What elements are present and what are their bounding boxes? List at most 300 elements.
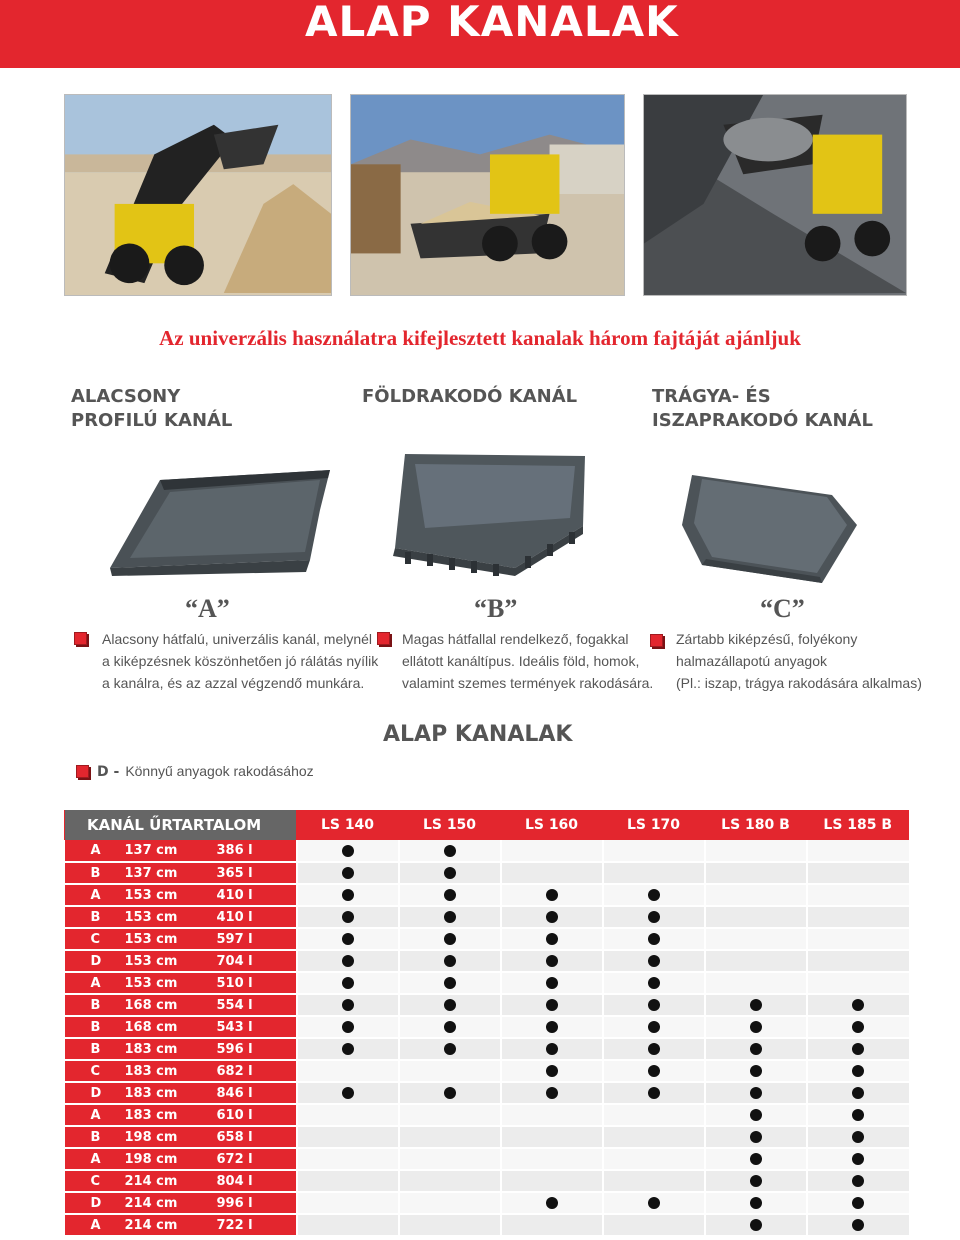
capacity-cell xyxy=(65,1060,297,1082)
page-title: ALAP KANALAK xyxy=(305,0,679,46)
type-a-letter: “A” xyxy=(185,594,230,623)
type-c-title xyxy=(652,385,873,433)
compatibility-cell xyxy=(705,1214,807,1236)
table-row xyxy=(65,1126,909,1148)
compatibility-cell xyxy=(807,1214,909,1236)
compatibility-cell xyxy=(399,972,501,994)
compatibility-cell xyxy=(705,1038,807,1060)
type-a-title-line: ALACSONY xyxy=(71,386,181,407)
black-dot-icon xyxy=(750,1021,762,1033)
capacity-cell xyxy=(65,1104,297,1126)
black-dot-icon xyxy=(342,977,354,989)
compatibility-cell xyxy=(297,906,399,928)
header-capacity: KANÁL ŰRTARTALOM xyxy=(65,810,297,840)
black-dot-icon xyxy=(852,999,864,1011)
compatibility-cell xyxy=(501,1016,603,1038)
type-d-note xyxy=(97,763,314,780)
compatibility-cell xyxy=(501,972,603,994)
compatibility-cell xyxy=(399,1060,501,1082)
bucket-volume: 554 l xyxy=(216,997,253,1013)
black-dot-icon xyxy=(852,1109,864,1121)
compatibility-cell xyxy=(705,1148,807,1170)
compatibility-cell xyxy=(297,1016,399,1038)
black-dot-icon xyxy=(342,889,354,901)
compatibility-cell xyxy=(501,994,603,1016)
compatibility-cell xyxy=(807,928,909,950)
bucket-width: 168 cm xyxy=(124,1019,178,1035)
bucket-type: B xyxy=(90,865,101,881)
bucket-volume: 682 l xyxy=(216,1063,253,1079)
compatibility-cell xyxy=(501,1214,603,1236)
compatibility-cell xyxy=(603,1192,705,1214)
bucket-volume: 704 l xyxy=(216,953,253,969)
compatibility-cell xyxy=(705,972,807,994)
tagline: Az univerzális használatra kifejlesztett kanalak három fajtáját ajánljuk xyxy=(159,326,801,350)
compatibility-cell xyxy=(399,1104,501,1126)
table-row xyxy=(65,1148,909,1170)
black-dot-icon xyxy=(546,1021,558,1033)
black-dot-icon xyxy=(852,1087,864,1099)
compatibility-cell xyxy=(705,1170,807,1192)
manure-bucket-image xyxy=(672,455,862,585)
type-c-description xyxy=(676,628,922,694)
compatibility-cell xyxy=(807,1060,909,1082)
skid-steer-photo-dumping xyxy=(64,94,332,296)
black-dot-icon xyxy=(852,1021,864,1033)
bucket-type: C xyxy=(90,1063,101,1079)
capacity-cell xyxy=(65,840,297,862)
compatibility-cell xyxy=(807,1192,909,1214)
desc-line: valamint szemes termények rakodására. xyxy=(402,675,654,691)
bucket-volume: 597 l xyxy=(216,931,253,947)
table-row xyxy=(65,1082,909,1104)
header-model: LS 160 xyxy=(501,810,603,840)
compatibility-cell xyxy=(501,1192,603,1214)
compatibility-cell xyxy=(501,1082,603,1104)
compatibility-cell xyxy=(297,1148,399,1170)
type-b-title-line: FÖLDRAKODÓ KANÁL xyxy=(362,386,578,407)
black-dot-icon xyxy=(444,911,456,923)
capacity-cell xyxy=(65,862,297,884)
black-dot-icon xyxy=(342,911,354,923)
header-model: LS 180 B xyxy=(705,810,807,840)
bucket-width: 214 cm xyxy=(124,1195,178,1211)
compatibility-cell xyxy=(603,840,705,862)
black-dot-icon xyxy=(444,1087,456,1099)
table-row xyxy=(65,972,909,994)
bucket-width: 183 cm xyxy=(124,1107,178,1123)
black-dot-icon xyxy=(750,1131,762,1143)
black-dot-icon xyxy=(342,867,354,879)
bucket-volume: 410 l xyxy=(216,887,253,903)
compatibility-cell xyxy=(603,1214,705,1236)
compatibility-cell xyxy=(603,1038,705,1060)
black-dot-icon xyxy=(648,933,660,945)
compatibility-cell xyxy=(705,1082,807,1104)
header-model: LS 150 xyxy=(399,810,501,840)
compatibility-cell xyxy=(297,1082,399,1104)
table-header-row xyxy=(65,810,909,840)
red-square-bullet-icon xyxy=(377,632,390,645)
capacity-cell xyxy=(65,884,297,906)
type-c-letter: “C” xyxy=(760,594,805,623)
black-dot-icon xyxy=(750,1175,762,1187)
black-dot-icon xyxy=(750,1197,762,1209)
compatibility-cell xyxy=(297,840,399,862)
compatibility-cell xyxy=(603,994,705,1016)
compatibility-cell xyxy=(807,862,909,884)
bucket-width: 183 cm xyxy=(124,1085,178,1101)
black-dot-icon xyxy=(444,889,456,901)
compatibility-cell xyxy=(807,906,909,928)
bucket-type: B xyxy=(90,1019,101,1035)
black-dot-icon xyxy=(852,1219,864,1231)
bucket-type: D xyxy=(90,1195,102,1211)
bucket-type: C xyxy=(90,931,101,947)
compatibility-cell xyxy=(501,1038,603,1060)
compatibility-cell xyxy=(705,1192,807,1214)
bucket-width: 153 cm xyxy=(124,931,178,947)
bucket-width: 137 cm xyxy=(124,865,178,881)
compatibility-cell xyxy=(705,1016,807,1038)
compatibility-cell xyxy=(297,1170,399,1192)
black-dot-icon xyxy=(852,1175,864,1187)
compatibility-cell xyxy=(807,950,909,972)
black-dot-icon xyxy=(648,977,660,989)
bucket-width: 214 cm xyxy=(124,1217,178,1233)
black-dot-icon xyxy=(852,1131,864,1143)
bucket-volume: 846 l xyxy=(216,1085,253,1101)
black-dot-icon xyxy=(648,1021,660,1033)
compatibility-cell xyxy=(603,972,705,994)
black-dot-icon xyxy=(546,1087,558,1099)
black-dot-icon xyxy=(648,955,660,967)
compatibility-cell xyxy=(705,840,807,862)
table-row xyxy=(65,1170,909,1192)
black-dot-icon xyxy=(546,999,558,1011)
desc-line: Alacsony hátfalú, univerzális kanál, melynél xyxy=(102,631,373,647)
bucket-volume: 543 l xyxy=(216,1019,253,1035)
table-row xyxy=(65,906,909,928)
bucket-volume: 410 l xyxy=(216,909,253,925)
compatibility-cell xyxy=(603,906,705,928)
black-dot-icon xyxy=(342,1087,354,1099)
table-row xyxy=(65,1192,909,1214)
table-row xyxy=(65,1214,909,1236)
compatibility-cell xyxy=(705,906,807,928)
capacity-cell xyxy=(65,950,297,972)
compatibility-cell xyxy=(501,950,603,972)
compatibility-cell xyxy=(807,1148,909,1170)
section-subtitle: ALAP KANALAK xyxy=(383,722,573,747)
compatibility-cell xyxy=(807,1126,909,1148)
type-d-letter: D - xyxy=(97,764,120,780)
capacity-cell xyxy=(65,1214,297,1236)
bucket-width: 153 cm xyxy=(124,953,178,969)
table-row xyxy=(65,1038,909,1060)
black-dot-icon xyxy=(342,1043,354,1055)
table-row xyxy=(65,1016,909,1038)
capacity-cell xyxy=(65,1016,297,1038)
compatibility-cell xyxy=(297,862,399,884)
red-square-bullet-icon xyxy=(76,765,89,778)
capacity-cell xyxy=(65,906,297,928)
black-dot-icon xyxy=(546,911,558,923)
compatibility-cell xyxy=(807,1170,909,1192)
compatibility-cell xyxy=(807,994,909,1016)
header-model: LS 185 B xyxy=(807,810,909,840)
table-row xyxy=(65,928,909,950)
compatibility-cell xyxy=(807,1104,909,1126)
compatibility-cell xyxy=(603,1060,705,1082)
bucket-type: A xyxy=(90,975,101,991)
desc-line: a kiképzésnek köszönhetően jó rálátás nyílik xyxy=(102,653,379,669)
desc-line: Zártabb kiképzésű, folyékony xyxy=(676,631,858,647)
black-dot-icon xyxy=(342,933,354,945)
compatibility-cell xyxy=(399,1016,501,1038)
black-dot-icon xyxy=(546,977,558,989)
compatibility-cell xyxy=(603,1126,705,1148)
compatibility-cell xyxy=(297,950,399,972)
compatibility-cell xyxy=(603,1104,705,1126)
skid-steer-photo-gravel xyxy=(643,94,907,296)
type-b-title xyxy=(362,385,577,409)
compatibility-cell xyxy=(807,1038,909,1060)
compatibility-cell xyxy=(399,994,501,1016)
bucket-volume: 996 l xyxy=(216,1195,253,1211)
desc-line: (Pl.: iszap, trágya rakodására alkalmas) xyxy=(676,675,922,691)
compatibility-cell xyxy=(399,928,501,950)
type-b-description xyxy=(402,628,653,694)
compatibility-cell xyxy=(705,928,807,950)
desc-line: halmazállapotú anyagok xyxy=(676,653,827,669)
table-row xyxy=(65,994,909,1016)
bucket-type: A xyxy=(90,843,101,858)
black-dot-icon xyxy=(342,955,354,967)
low-profile-bucket-image xyxy=(100,450,340,580)
bucket-width: 198 cm xyxy=(124,1129,178,1145)
black-dot-icon xyxy=(444,845,456,857)
red-square-bullet-icon xyxy=(650,634,663,647)
bucket-volume: 365 l xyxy=(216,865,253,881)
capacity-cell xyxy=(65,994,297,1016)
bucket-compatibility-table xyxy=(64,810,909,1237)
compatibility-cell xyxy=(501,884,603,906)
compatibility-cell xyxy=(297,1192,399,1214)
black-dot-icon xyxy=(750,1087,762,1099)
table-row xyxy=(65,1104,909,1126)
compatibility-cell xyxy=(297,1104,399,1126)
bucket-type: B xyxy=(90,1129,101,1145)
compatibility-cell xyxy=(705,884,807,906)
compatibility-cell xyxy=(399,1148,501,1170)
black-dot-icon xyxy=(546,1197,558,1209)
black-dot-icon xyxy=(342,1021,354,1033)
bucket-type: D xyxy=(90,953,102,969)
black-dot-icon xyxy=(444,933,456,945)
capacity-cell xyxy=(65,1148,297,1170)
bucket-type: A xyxy=(90,1217,101,1233)
black-dot-icon xyxy=(444,867,456,879)
black-dot-icon xyxy=(750,999,762,1011)
black-dot-icon xyxy=(750,1153,762,1165)
compatibility-cell xyxy=(603,1170,705,1192)
compatibility-cell xyxy=(603,950,705,972)
black-dot-icon xyxy=(750,1043,762,1055)
bucket-width: 183 cm xyxy=(124,1063,178,1079)
capacity-cell xyxy=(65,1126,297,1148)
compatibility-cell xyxy=(603,1016,705,1038)
compatibility-cell xyxy=(705,862,807,884)
header-model: LS 140 xyxy=(297,810,399,840)
capacity-cell xyxy=(65,1082,297,1104)
bucket-width: 153 cm xyxy=(124,909,178,925)
black-dot-icon xyxy=(648,999,660,1011)
compatibility-cell xyxy=(705,1126,807,1148)
dirt-bucket-image xyxy=(385,448,595,578)
compatibility-cell xyxy=(297,972,399,994)
bucket-type: C xyxy=(90,1173,101,1189)
bucket-volume: 672 l xyxy=(216,1151,253,1167)
compatibility-cell xyxy=(603,1148,705,1170)
compatibility-cell xyxy=(705,1060,807,1082)
bucket-width: 183 cm xyxy=(124,1041,178,1057)
black-dot-icon xyxy=(750,1065,762,1077)
type-c-title-line: TRÁGYA- ÉS xyxy=(652,386,771,407)
compatibility-cell xyxy=(603,928,705,950)
desc-line: a kanálra, és az azzal végzendő munkára. xyxy=(102,675,365,691)
compatibility-cell xyxy=(501,1104,603,1126)
black-dot-icon xyxy=(444,1021,456,1033)
compatibility-cell xyxy=(297,1038,399,1060)
compatibility-cell xyxy=(501,1170,603,1192)
black-dot-icon xyxy=(444,955,456,967)
capacity-cell xyxy=(65,1192,297,1214)
compatibility-cell xyxy=(807,884,909,906)
black-dot-icon xyxy=(750,1219,762,1231)
bucket-type: A xyxy=(90,887,101,903)
black-dot-icon xyxy=(750,1109,762,1121)
compatibility-cell xyxy=(501,1060,603,1082)
compatibility-cell xyxy=(399,1192,501,1214)
compatibility-cell xyxy=(399,1082,501,1104)
bucket-volume: 510 l xyxy=(216,975,253,991)
compatibility-cell xyxy=(807,1082,909,1104)
compatibility-cell xyxy=(501,862,603,884)
type-a-description xyxy=(102,628,378,694)
bucket-width: 153 cm xyxy=(124,975,178,991)
bucket-width: 214 cm xyxy=(124,1173,178,1189)
table-row xyxy=(65,950,909,972)
black-dot-icon xyxy=(648,1087,660,1099)
type-a-title-line: PROFILÚ KANÁL xyxy=(71,410,233,431)
compatibility-cell xyxy=(297,994,399,1016)
compatibility-cell xyxy=(297,1126,399,1148)
compatibility-cell xyxy=(297,928,399,950)
compatibility-cell xyxy=(603,862,705,884)
black-dot-icon xyxy=(546,1065,558,1077)
black-dot-icon xyxy=(852,1197,864,1209)
compatibility-cell xyxy=(297,1214,399,1236)
black-dot-icon xyxy=(852,1043,864,1055)
bucket-width: 153 cm xyxy=(124,887,178,903)
bucket-type: B xyxy=(90,997,101,1013)
compatibility-cell xyxy=(399,1038,501,1060)
compatibility-cell xyxy=(501,840,603,862)
bucket-volume: 596 l xyxy=(216,1041,253,1057)
desc-line: ellátott kanáltípus. Ideális föld, homok, xyxy=(402,653,640,669)
black-dot-icon xyxy=(648,911,660,923)
type-c-title-line: ISZAPRAKODÓ KANÁL xyxy=(652,410,873,431)
skid-steer-photo-sand xyxy=(350,94,625,296)
black-dot-icon xyxy=(342,845,354,857)
black-dot-icon xyxy=(444,1043,456,1055)
black-dot-icon xyxy=(546,955,558,967)
black-dot-icon xyxy=(648,1197,660,1209)
table-row xyxy=(65,884,909,906)
capacity-cell xyxy=(65,1038,297,1060)
compatibility-cell xyxy=(399,1214,501,1236)
black-dot-icon xyxy=(444,977,456,989)
table-row xyxy=(65,1060,909,1082)
black-dot-icon xyxy=(546,889,558,901)
compatibility-cell xyxy=(399,1126,501,1148)
table-row xyxy=(65,840,909,862)
title-banner xyxy=(0,0,960,68)
black-dot-icon xyxy=(852,1065,864,1077)
black-dot-icon xyxy=(444,999,456,1011)
bucket-volume: 386 l xyxy=(216,843,253,858)
compatibility-cell xyxy=(399,862,501,884)
capacity-cell xyxy=(65,972,297,994)
compatibility-cell xyxy=(297,1060,399,1082)
compatibility-cell xyxy=(705,994,807,1016)
black-dot-icon xyxy=(648,889,660,901)
type-b-letter: “B” xyxy=(474,594,518,623)
compatibility-cell xyxy=(501,1126,603,1148)
bucket-width: 198 cm xyxy=(124,1151,178,1167)
black-dot-icon xyxy=(342,999,354,1011)
header-model: LS 170 xyxy=(603,810,705,840)
compatibility-cell xyxy=(399,1170,501,1192)
compatibility-cell xyxy=(501,928,603,950)
compatibility-cell xyxy=(297,884,399,906)
bucket-width: 168 cm xyxy=(124,997,178,1013)
bucket-volume: 610 l xyxy=(216,1107,253,1123)
compatibility-cell xyxy=(807,1016,909,1038)
bucket-width: 137 cm xyxy=(124,843,178,858)
bucket-type: A xyxy=(90,1107,101,1123)
black-dot-icon xyxy=(546,1043,558,1055)
compatibility-cell xyxy=(807,972,909,994)
bucket-type: A xyxy=(90,1151,101,1167)
compatibility-cell xyxy=(501,1148,603,1170)
bucket-type: B xyxy=(90,909,101,925)
compatibility-cell xyxy=(603,884,705,906)
compatibility-cell xyxy=(705,950,807,972)
desc-line: Magas hátfallal rendelkező, fogakkal xyxy=(402,631,629,647)
compatibility-cell xyxy=(807,840,909,862)
compatibility-cell xyxy=(399,884,501,906)
bucket-type: D xyxy=(90,1085,102,1101)
black-dot-icon xyxy=(546,933,558,945)
bucket-volume: 658 l xyxy=(216,1129,253,1145)
capacity-cell xyxy=(65,1170,297,1192)
compatibility-cell xyxy=(501,906,603,928)
type-a-title xyxy=(71,385,232,433)
capacity-cell xyxy=(65,928,297,950)
bucket-volume: 804 l xyxy=(216,1173,253,1189)
